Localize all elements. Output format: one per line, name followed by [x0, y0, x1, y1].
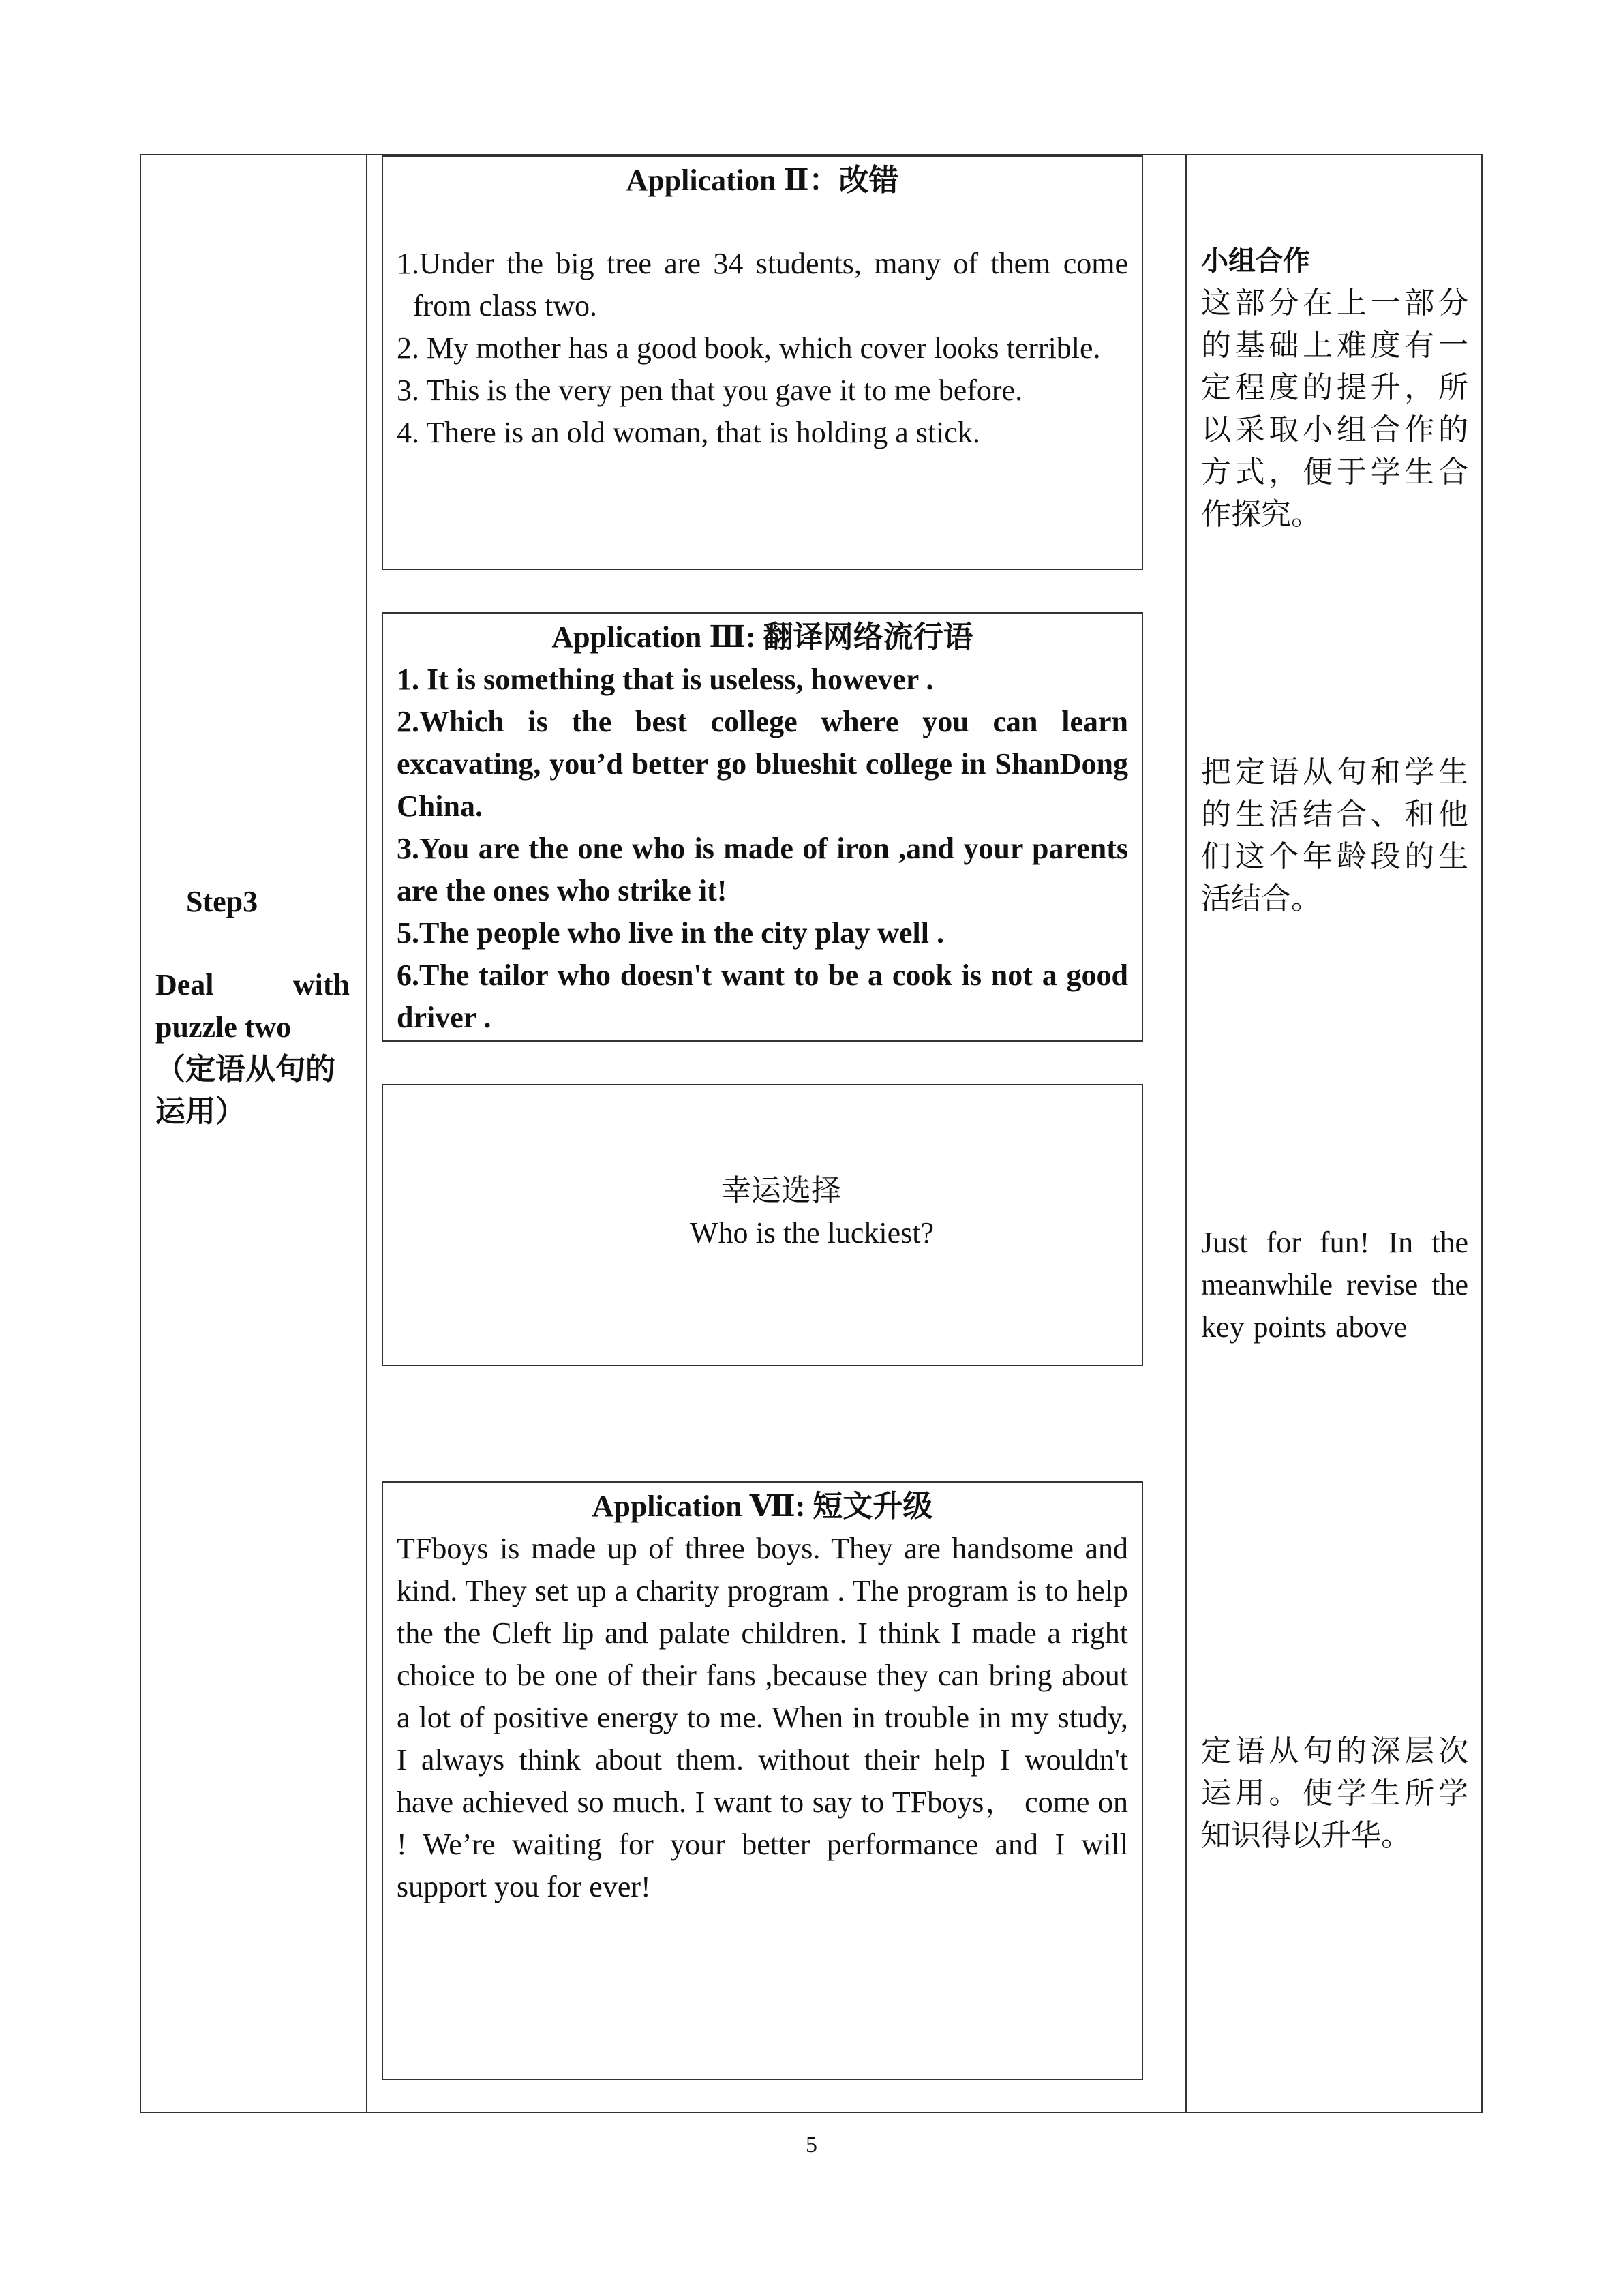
app3-item-1: 1. It is something that is useless, however .	[397, 663, 934, 696]
app3-item-5: 5.The people who live in the city play well .	[397, 916, 944, 950]
note-fun: Just for fun! In the meanwhile revise the key points above	[1201, 1226, 1468, 1344]
lucky-choice-en: Who is the luckiest?	[690, 1216, 935, 1250]
application-3-box	[382, 612, 1143, 1042]
lucky-choice-cn: 幸运选择	[721, 1174, 841, 1207]
note-group-work	[1201, 240, 1468, 536]
column-divider	[1185, 154, 1187, 2113]
note-deep: 定语从句的深层次运用。使学生所学知识得以升华。	[1201, 1734, 1468, 1852]
page-number: 5	[806, 2132, 817, 2158]
note-life: 把定语从句和学生的生活结合、和他们这个年龄段的生活结合。	[1201, 755, 1468, 916]
application-2-box	[382, 155, 1143, 570]
app2-item-3: 3. This is the very pen that you gave it to me before.	[397, 374, 1023, 407]
step-title: Step3	[186, 885, 258, 918]
app2-item-2: 2. My mother has a good book, which cover looks terrible.	[397, 331, 1101, 365]
app2-item-1: 1.Under the big tree are 34 students, many of them come from class two.	[397, 247, 1128, 322]
application-7-box	[382, 1481, 1143, 2080]
app7-passage: TFboys is made up of three boys. They are handsome and kind. They set up a charity program . The program is to help the the Cleft lip and palate children. I think I made a right choice to be one of their fans ,because they can bring about a lot of positive energy to me. When in trouble in my study, I always think about them. without their help I wouldn't have achieved so much. I want to say to TFboys， come on ! We’re waiting for your better performance and I will support you for ever!	[397, 1532, 1128, 1903]
lucky-choice-box	[382, 1084, 1143, 1366]
step-description-cn: （定语从句的运用）	[155, 1053, 335, 1128]
column-divider	[366, 154, 367, 2113]
note-group-work-body: 这部分在上一部分的基础上难度有一定程度的提升，所以采取小组合作的方式，便于学生合作探究。	[1201, 286, 1468, 531]
application-2-title: Application Ⅱ：改错	[626, 164, 899, 197]
app3-item-3: 3.You are the one who is made of iron ,and your parents are the ones who strike it!	[397, 832, 1128, 907]
step-cell	[155, 881, 350, 1133]
step-description: Deal with puzzle two	[155, 968, 350, 1044]
app3-item-6: 6.The tailor who doesn't want to be a cook is not a good driver .	[397, 958, 1128, 1034]
note-group-work-title: 小组合作	[1201, 245, 1310, 276]
app3-item-2: 2.Which is the best college where you can learn excavating, you’d better go blueshit college in ShanDong China.	[397, 705, 1128, 823]
app2-item-4: 4. There is an old woman, that is holding a stick.	[397, 416, 980, 449]
application-3-title: Application Ⅲ: 翻译网络流行语	[551, 620, 973, 654]
application-7-title: Application Ⅶ: 短文升级	[592, 1490, 933, 1523]
